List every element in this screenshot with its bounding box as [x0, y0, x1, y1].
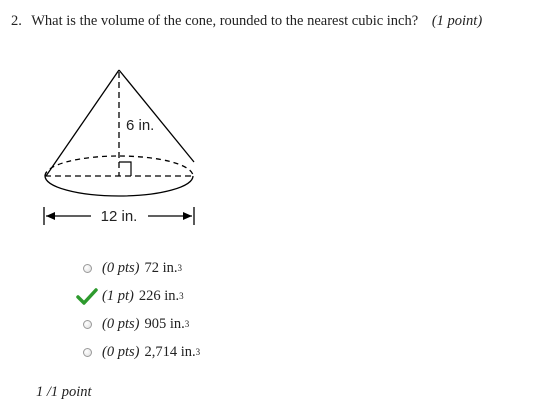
- option-2714[interactable]: [72, 338, 200, 366]
- dim-left-arrow: [46, 212, 55, 220]
- option-value: 72 in.: [144, 259, 178, 276]
- check-icon: [72, 287, 102, 305]
- option-points: (0 pts): [102, 259, 140, 276]
- option-exponent: 3: [195, 347, 201, 357]
- option-value: 226 in.: [138, 287, 180, 304]
- option-226[interactable]: [72, 282, 200, 310]
- dim-right-arrow: [183, 212, 192, 220]
- height-label: 6 in.: [126, 117, 155, 134]
- cone-base-front: [45, 176, 193, 196]
- cone-right-side: [119, 70, 194, 162]
- diameter-label: 12 in.: [100, 208, 138, 225]
- option-value: 905 in.: [144, 315, 185, 332]
- option-905[interactable]: [72, 310, 200, 338]
- option-value: 2,714 in.: [144, 343, 196, 360]
- radio-button[interactable]: [72, 320, 102, 329]
- option-points: (0 pts): [102, 315, 140, 332]
- right-angle-marker: [119, 162, 131, 176]
- question-number: 2.: [11, 13, 22, 29]
- cone-left-side: [46, 70, 119, 176]
- option-points: (1 pt): [102, 287, 134, 304]
- score-text: 1 /1 point: [36, 384, 92, 400]
- option-exponent: 3: [184, 319, 190, 329]
- cone-figure: [36, 62, 236, 237]
- question-text: What is the volume of the cone, rounded to the nearest cubic inch?: [31, 13, 419, 29]
- answer-options: [72, 254, 200, 366]
- option-exponent: 3: [177, 263, 182, 273]
- option-72[interactable]: [72, 254, 200, 282]
- question-points: (1 point): [431, 13, 483, 29]
- cone-diagram: [36, 62, 236, 232]
- option-exponent: 3: [179, 291, 184, 301]
- radio-button[interactable]: [72, 348, 102, 357]
- option-points: (0 pts): [102, 343, 140, 360]
- question-prompt: [11, 13, 482, 30]
- radio-button[interactable]: [72, 264, 102, 273]
